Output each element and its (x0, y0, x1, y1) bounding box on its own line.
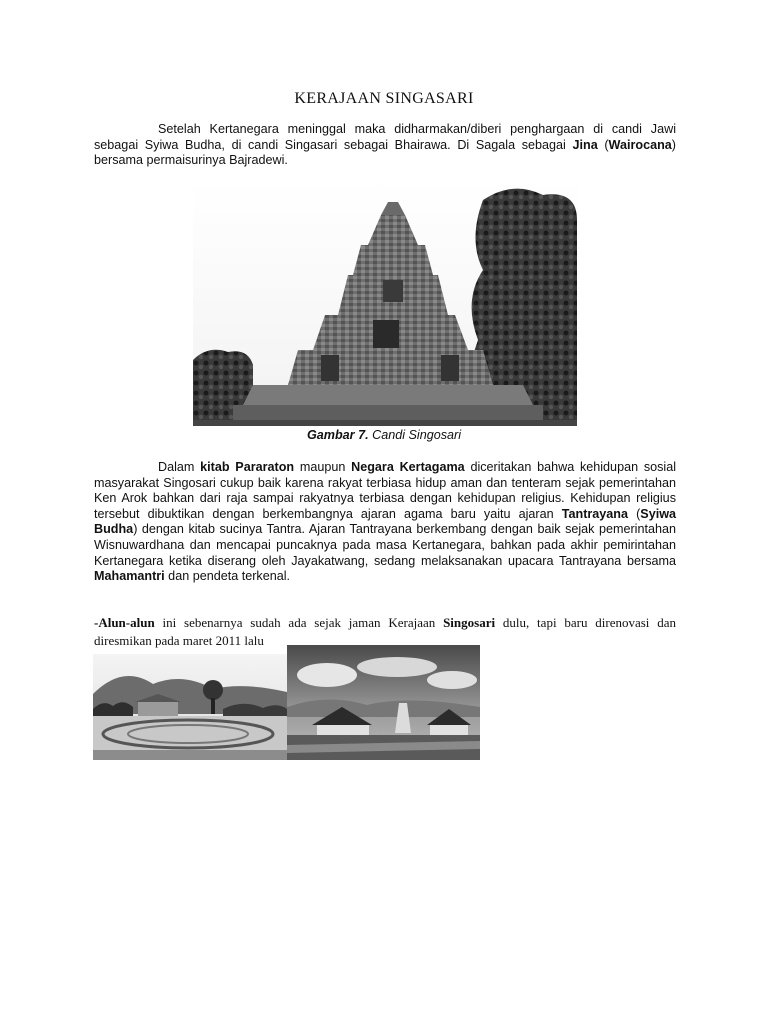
text-run: Setelah Kertanegara meninggal maka didharmakan/diberi penghargaan di candi Jawi sebagai Syiwa Budha, di candi Singasari sebagai Bhairawa. Di Sagala sebagai (94, 122, 676, 152)
paragraph-2 (94, 460, 676, 585)
text-run: maupun (294, 460, 352, 474)
bold-term: Jina (572, 137, 598, 152)
caption-label: Gambar 7. (306, 428, 369, 442)
text-run: ( (628, 506, 641, 521)
text-run: ( (597, 137, 609, 152)
text-run: Dalam (158, 460, 201, 474)
alun-alun-old-photo (93, 654, 287, 760)
caption-text: Candi Singosari (368, 428, 461, 442)
bold-term: Syiwa Budha (94, 506, 676, 537)
text-run: ) bersama permaisurinya Bajradewi. (94, 137, 676, 168)
text-run: ) dengan kitab sucinya Tantra. Ajaran Tantrayana berkembang dengan baik sejak pemerintahan Wisnuwardhana dan mencapai puncaknya pada masa Kertanegara, bahkan pada akhir pemirintahan Kertanegara ketika diserang oleh Jayakatwang, sedang melaksanakan upacara Tantrayana bersama (94, 522, 676, 568)
text-run: dulu, tapi baru direnovasi dan diresmikan pada maret 2011 lalu (94, 615, 676, 648)
bold-term: Negara Kertagama (351, 460, 465, 474)
figure-caption (0, 428, 768, 442)
bold-term: Wairocana (608, 137, 672, 152)
candi-singosari-photo (193, 180, 577, 426)
text-run: diceritakan bahwa kehidupan sosial masyarakat Singosari cukup baik karena rakyat terbiasa hidup aman dan tenteram sejak pemerintahan Ken Arok bahkan dari raja sampai rakyatnya terbiasa dengan kehidupan religius. Kehidupan religius tersebut dibuktikan dengan berkembangnya ajaran agama baru yaitu ajaran (94, 460, 677, 521)
bold-term: -Alun-alun (94, 615, 155, 630)
bold-term: Mahamantri (94, 569, 165, 584)
paragraph-1 (94, 122, 676, 169)
bold-term: kitab Pararaton (200, 460, 295, 474)
alun-alun-new-photo (287, 645, 480, 760)
bold-term: Tantrayana (561, 506, 628, 521)
text-run: ini sebenarnya sudah ada sejak jaman Kerajaan (154, 615, 444, 630)
page-title: KERAJAAN SINGASARI (294, 90, 474, 107)
bold-term: Singosari (443, 615, 496, 630)
text-run: dan pendeta terkenal. (164, 569, 291, 584)
